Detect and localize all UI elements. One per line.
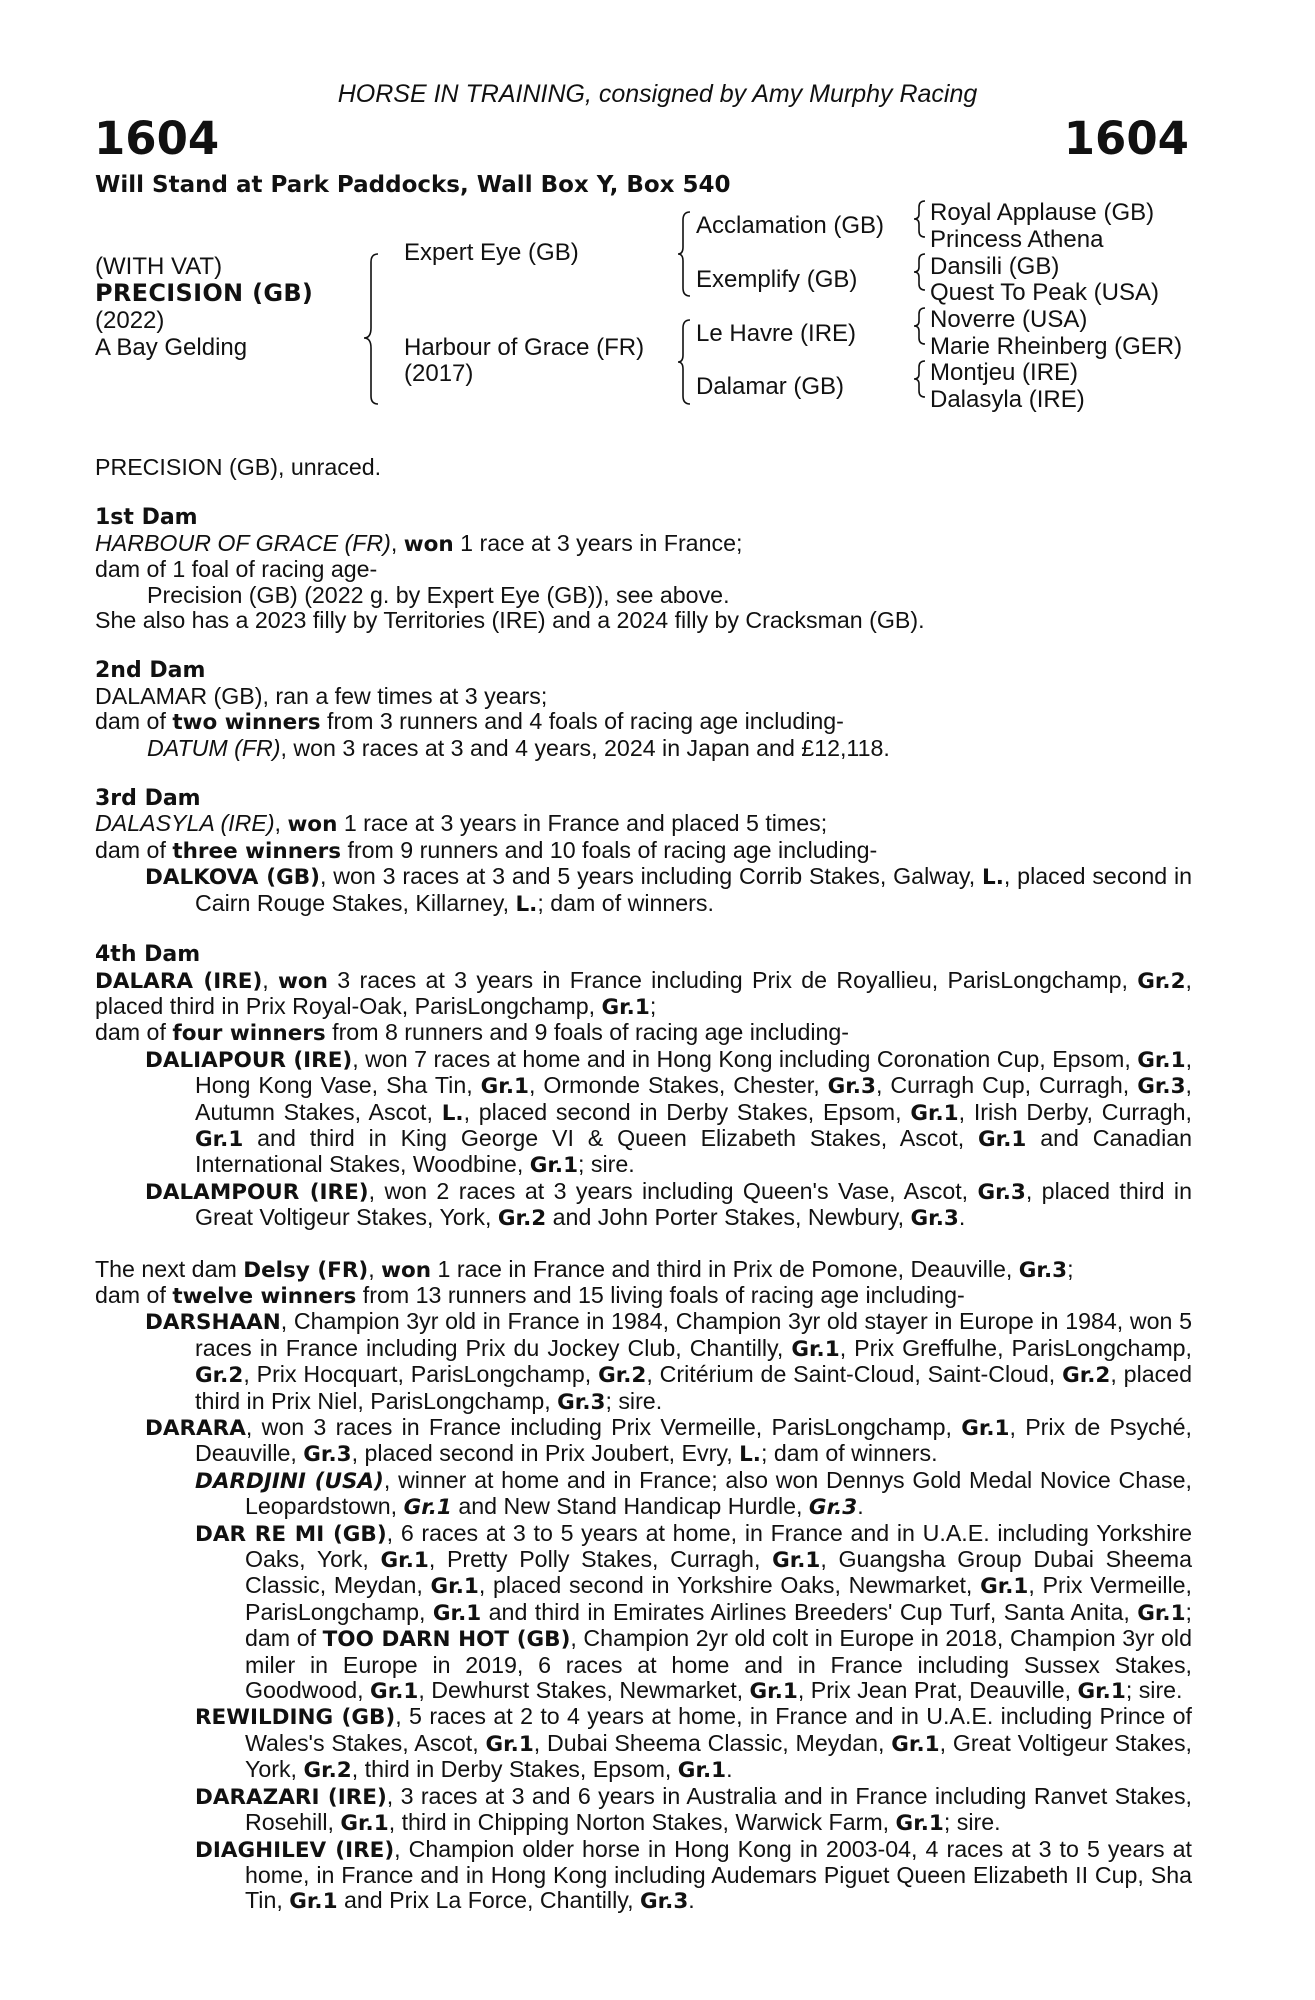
lot-number-right: 1604 bbox=[1063, 112, 1189, 165]
summary: PRECISION (GB), unraced. bbox=[95, 454, 382, 480]
horse-name: PRECISION (GB) bbox=[95, 279, 314, 307]
produce-darazari: DARAZARI (IRE), 3 races at 3 and 6 years in Australia and in France including Ranvet Stakes, Rosehill, Gr.1, third in Chipping Norton Stakes, Warwick Farm, Gr.1; sire. bbox=[195, 1782, 1192, 1837]
fourth-dam-heading: 4th Dam bbox=[95, 942, 201, 968]
third-dam-heading: 3rd Dam bbox=[95, 786, 201, 812]
bracket-g3-1 bbox=[914, 201, 925, 237]
dam-sire: Le Havre (IRE) bbox=[696, 320, 857, 347]
second-dam-heading: 2nd Dam bbox=[95, 658, 206, 684]
g3-name: Dansili (GB) bbox=[930, 253, 1060, 280]
consignor-line: HORSE IN TRAINING, consigned by Amy Murphy Racing bbox=[337, 80, 978, 108]
next-dam-foals: dam of twelve winners from 13 runners and 15 living foals of racing age including- bbox=[95, 1281, 965, 1309]
horse-year: (2022) bbox=[95, 307, 165, 334]
dam-year: (2017) bbox=[404, 360, 474, 387]
g3-name: Quest To Peak (USA) bbox=[930, 279, 1159, 306]
bracket-main bbox=[364, 254, 378, 404]
sire-dam: Exemplify (GB) bbox=[696, 266, 858, 293]
produce-diaghilev: DIAGHILEV (IRE), Champion older horse in Hong Kong in 2003-04, 4 races at 3 to 5 years at home, in France and in Hong Kong including Audemars Piguet Queen Elizabeth II Cup, Sha Tin, Gr.1 and Prix La Force, Chantilly, Gr.3. bbox=[195, 1835, 1192, 1915]
bracket-g3-2 bbox=[914, 254, 925, 290]
dam: Harbour of Grace (FR) bbox=[404, 334, 645, 361]
produce-darshaan: DARSHAAN, Champion 3yr old in France in 1984, Champion 3yr old stayer in Europe in 1984, won 5 races in France including Prix du Jockey Club, Chantilly, Gr.1, Prix Greffulhe, ParisLongchamp, Gr.2, Prix Hocquart, ParisLongchamp, Gr.2, Critérium de Saint-Cloud, Saint-Cloud, Gr.2, placed third in Prix Niel, ParisLongchamp, Gr.3; sire. bbox=[145, 1308, 1193, 1415]
second-dam-produce: DATUM (FR), won 3 races at 3 and 4 years, 2024 in Japan and £12,118. bbox=[147, 734, 890, 761]
bracket-sire bbox=[678, 212, 690, 296]
g3-name: Montjeu (IRE) bbox=[930, 359, 1079, 386]
produce-dalampour: DALAMPOUR (IRE), won 2 races at 3 years including Queen's Vase, Ascot, Gr.3, placed third in Great Voltigeur Stakes, York, Gr.2 and John Porter Stakes, Newbury, Gr.3. bbox=[145, 1177, 1192, 1232]
produce-dardjini: DARDJINI (USA), winner at home and in France; also won Dennys Gold Medal Novice Chase, Leopardstown, Gr.1 and New Stand Handicap Hurdle, Gr.3. bbox=[195, 1466, 1192, 1521]
first-dam-foals: dam of 1 foal of racing age- bbox=[95, 556, 378, 583]
g3-name: Noverre (USA) bbox=[930, 306, 1088, 333]
vat-note: (WITH VAT) bbox=[95, 253, 223, 280]
fourth-dam-foals: dam of four winners from 8 runners and 9 foals of racing age including- bbox=[95, 1019, 850, 1047]
sire: Expert Eye (GB) bbox=[404, 239, 579, 266]
first-dam-produce: Precision (GB) (2022 g. by Expert Eye (GB)), see above. bbox=[147, 581, 730, 608]
first-dam-heading: 1st Dam bbox=[95, 505, 198, 531]
bracket-g3-4 bbox=[914, 361, 925, 397]
lot-number-left: 1604 bbox=[94, 112, 220, 165]
first-dam-line: HARBOUR OF GRACE (FR), won 1 race at 3 years in France; bbox=[95, 529, 743, 557]
produce-daliapour: DALIAPOUR (IRE), won 7 races at home and in Hong Kong including Coronation Cup, Epsom, Gr.1, Hong Kong Vase, Sha Tin, Gr.1, Ormonde Stakes, Chester, Gr.3, Curragh Cup, Curragh, Gr.3, Autumn Stakes, Ascot, L., placed second in Derby Stakes, Epsom, Gr.1, Irish Derby, Curragh, Gr.1 and third in King George VI & Queen Elizabeth Stakes, Ascot, Gr.1 and Canadian International Stakes, Woodbine, Gr.1; sire. bbox=[145, 1045, 1193, 1179]
horse-description: A Bay Gelding bbox=[95, 334, 248, 361]
second-dam-line: DALAMAR (GB), ran a few times at 3 years; bbox=[95, 682, 548, 709]
third-dam-foals: dam of three winners from 9 runners and 10 foals of racing age including- bbox=[95, 836, 878, 864]
sire-sire: Acclamation (GB) bbox=[696, 212, 885, 239]
bracket-dam bbox=[678, 320, 690, 404]
first-dam-younger: She also has a 2023 filly by Territories (IRE) and a 2024 filly by Cracksman (GB). bbox=[95, 607, 925, 634]
produce-dar-re-mi: DAR RE MI (GB), 6 races at 3 to 5 years at home, in France and in U.A.E. including Yorkshire Oaks, York, Gr.1, Pretty Polly Stakes, Curragh, Gr.1, Guangsha Group Dubai Sheema Classic, Meydan, Gr.1, placed second in Yorkshire Oaks, Newmarket, Gr.1, Prix Vermeille, ParisLongchamp, Gr.1 and third in Emirates Airlines Breeders' Cup Turf, Santa Anita, Gr.1; dam of TOO DARN HOT (GB), Champion 2yr old colt in Europe in 2018, Champion 3yr old miler in Europe in 2019, 6 races at home and in France including Sussex Stakes, Goodwood, Gr.1, Dewhurst Stakes, Newmarket, Gr.1, Prix Jean Prat, Deauville, Gr.1; sire. bbox=[195, 1519, 1192, 1705]
g3-name: Marie Rheinberg (GER) bbox=[930, 333, 1183, 360]
second-dam-foals: dam of two winners from 3 runners and 4 foals of racing age including- bbox=[95, 708, 844, 736]
stand-location: Will Stand at Park Paddocks, Wall Box Y, Box 540 bbox=[95, 172, 731, 198]
dam-dam: Dalamar (GB) bbox=[696, 373, 845, 400]
bracket-g3-3 bbox=[914, 308, 925, 344]
fourth-dam-line: DALARA (IRE), won 3 races at 3 years in France including Prix de Royallieu, ParisLongchamp, Gr.2, placed third in Prix Royal-Oak, ParisLongchamp, Gr.1; bbox=[95, 966, 1192, 1020]
pedigree-text bbox=[95, 455, 1192, 1915]
produce-darara: DARARA, won 3 races in France including Prix Vermeille, ParisLongchamp, Gr.1, Prix de Psyché, Deauville, Gr.3, placed second in Prix Joubert, Evry, L.; dam of winners. bbox=[145, 1414, 1192, 1468]
g3-name: Princess Athena bbox=[930, 226, 1104, 253]
g3-name: Royal Applause (GB) bbox=[930, 199, 1155, 226]
produce-dalkova: DALKOVA (GB), won 3 races at 3 and 5 years including Corrib Stakes, Galway, L., placed second in Cairn Rouge Stakes, Killarney, L.; dam of winners. bbox=[145, 863, 1192, 917]
g3-name: Dalasyla (IRE) bbox=[930, 386, 1085, 413]
produce-rewilding: REWILDING (GB), 5 races at 2 to 4 years at home, in France and in U.A.E. including Prince of Wales's Stakes, Ascot, Gr.1, Dubai Sheema Classic, Meydan, Gr.1, Great Voltigeur Stakes, York, Gr.2, third in Derby Stakes, Epsom, Gr.1. bbox=[195, 1703, 1192, 1784]
next-dam-line: The next dam Delsy (FR), won 1 race in France and third in Prix de Pomone, Deauville, Gr.3; bbox=[95, 1255, 1074, 1283]
third-dam-line: DALASYLA (IRE), won 1 race at 3 years in France and placed 5 times; bbox=[95, 810, 828, 838]
